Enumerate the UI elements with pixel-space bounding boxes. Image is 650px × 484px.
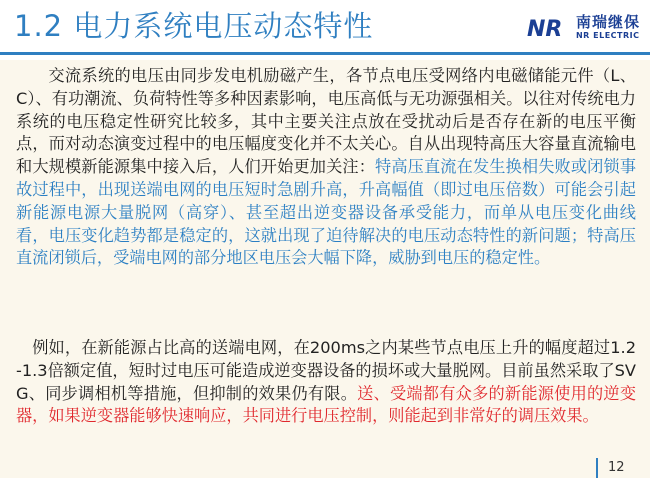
paragraph-1-text: 交流系统的电压由同步发电机励磁产生，各节点电压受网络内电磁储能元件（L、C）、有功潮流、负荷特性等多种因素影响，电压高低与无功源强相关。以往对传统电力系统的电压稳定性研究比较多，其中主要关注点放在受扰动后是否存在新的电压平衡点，而对动态演变过程中的电压幅度变化并不太关心。自从出现特高压大容量直流输电和大规模新能源集中接入后，人们开始更加关注： [16,66,636,177]
logo-mark-text: NR [526,17,563,40]
page-number: 12 [608,460,625,475]
paragraph-1 [16,65,636,270]
logo-chinese-name: 南瑞继保 [575,12,640,31]
paragraph-1-highlight: 特高压直流在发生换相失败或闭锁事故过程中，出现送端电网的电压短时急剧升高，升高幅值（即过电压倍数）可能会引起新能源电源大量脱网（高穿）、甚至超出逆变器设备承受能力，而单从电压变化曲线看，电压变化趋势都是稳定的，这就出现了迫待解决的电压动态特性的新问题；特高压直流闭锁后，受端电网的部分地区电压会大幅下降，威胁到电压的稳定性。 [16,157,637,268]
paragraph-2 [16,337,636,428]
logo-english-name: NR ELECTRIC [575,30,640,40]
nr-logo-icon [526,14,572,40]
slide-title: 1.2 电力系统电压动态特性 [14,9,374,43]
paragraph-2-text: 例如，在新能源占比高的送端电网，在200ms之内某些节点电压上升的幅度超过1.2-1.3倍额定值，短时过电压可能造成逆变器设备的损坏或大量脱网。目前虽然采取了SVG、同步调相机等措施，但抑制的效果仍有限。 [16,338,636,403]
header-divider [0,52,650,55]
company-logo [526,14,640,40]
paragraph-2-highlight: 送、受端都有众多的新能源使用的逆变器，如果逆变器能够快速响应，共同进行电压控制，则能起到非常好的调压效果。 [16,383,637,426]
page-number-divider [596,458,598,478]
